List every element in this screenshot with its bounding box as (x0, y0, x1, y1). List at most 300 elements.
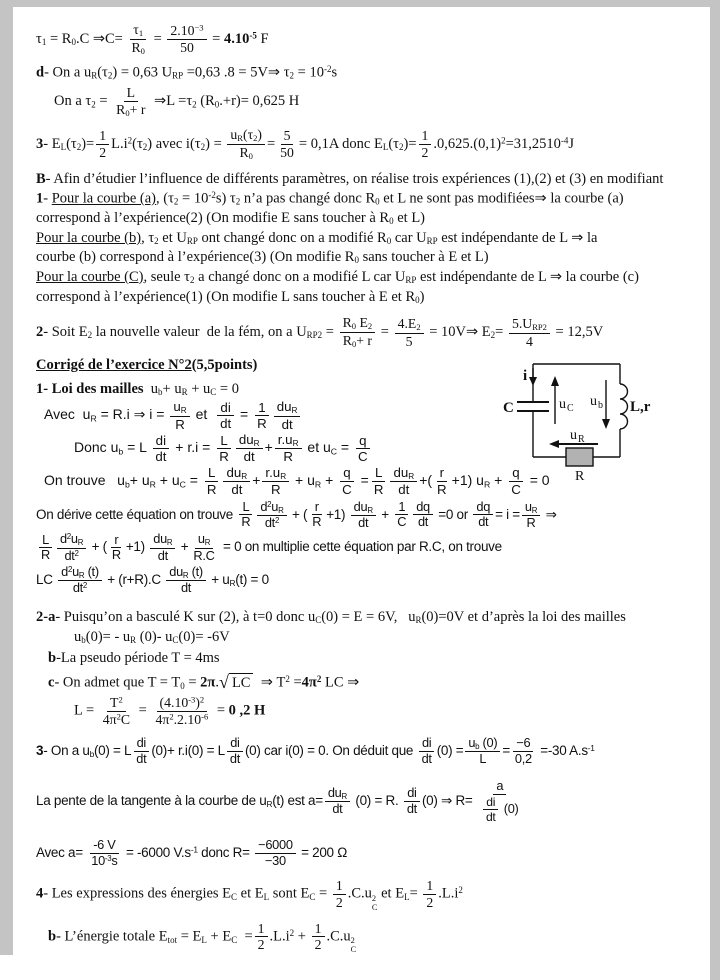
text-run: E (356, 315, 368, 331)
text-run: 5.U (511, 315, 533, 331)
fraction (166, 565, 206, 596)
text-run: R (373, 481, 384, 497)
text-run: RP (186, 236, 198, 247)
text-run: τ (186, 93, 193, 110)
inductor-label: L,r (630, 399, 651, 415)
text-run: = (377, 323, 393, 340)
text-run: + ( (288, 506, 308, 522)
fraction (509, 316, 550, 350)
fraction (57, 532, 86, 563)
text-run: 2 (99, 144, 107, 160)
text-run: 2 (200, 141, 206, 152)
fraction (275, 432, 302, 465)
text-run: correspond à l’expérience(2) (On modifie E sans toucher à R (36, 210, 390, 227)
text-run: u (72, 564, 79, 580)
text-run: dt (398, 482, 410, 498)
text-run: = (502, 743, 510, 759)
text-run: R (239, 144, 249, 160)
doc-line-9 (30, 248, 710, 268)
text-run: -5 (249, 30, 257, 41)
text-run: r (439, 465, 445, 481)
text-run: L (60, 141, 67, 152)
text-run: - On admet que T = T (54, 674, 181, 691)
text-run: L = (74, 703, 98, 720)
text-run: dt (243, 449, 255, 465)
text-run: Pour la courbe (C) (36, 268, 144, 285)
text-run: a (496, 777, 504, 793)
text-run: s (331, 64, 338, 81)
text-run: R (149, 479, 156, 489)
text-run: dt (264, 514, 275, 530)
text-run: -6 (201, 712, 209, 722)
doc-line-18 (30, 500, 710, 531)
text-run: 1 (258, 399, 266, 415)
fraction (522, 500, 540, 531)
text-run: = 10 (178, 190, 209, 207)
text-run: dt (417, 514, 429, 530)
text-run: LC ⇒ (321, 674, 360, 691)
current-label: i (523, 368, 528, 384)
text-run: b (89, 749, 94, 760)
text-run: dq (476, 498, 491, 514)
text-run: 5 (405, 333, 413, 349)
text-run: - Puisqu’on a basculé K sur (2), à t=0 donc u (55, 609, 316, 626)
text-run: + u (129, 471, 150, 488)
text-run: dt (231, 482, 243, 498)
text-run: + (294, 928, 310, 945)
doc-line-30 (30, 921, 710, 955)
text-run: L (263, 892, 270, 903)
text-run: n’a pas changé donc R (240, 190, 376, 207)
text-run: 0 (389, 216, 394, 227)
scan-edge-right (710, 0, 720, 980)
doc-line-27 (30, 779, 710, 824)
fraction (170, 399, 189, 432)
ur-label-sub: R (578, 434, 585, 445)
fraction (255, 838, 296, 869)
text-run: 2 (335, 895, 343, 911)
text-run: R (175, 416, 185, 432)
text-run: (5,5points) (191, 356, 258, 373)
fraction (413, 500, 433, 531)
text-run: dt (478, 514, 489, 530)
text-run: Pour la courbe (b) (36, 229, 142, 246)
text-run: R (182, 571, 189, 581)
text-run: Corrigé de l’exercice N°2 (36, 356, 192, 373)
text-run: .C.u (347, 885, 372, 902)
text-run: C (210, 386, 217, 397)
text-run: 1 (421, 127, 429, 143)
text-run: u (70, 531, 78, 547)
text-run: 1 (138, 28, 144, 39)
fraction (254, 400, 270, 432)
doc-line-6 (30, 189, 710, 209)
text-run: (0)= -6V (178, 628, 230, 645)
text-run: (0)+ r.i(0) = L (151, 743, 225, 759)
fraction (423, 878, 436, 911)
doc-line-10 (30, 268, 710, 288)
text-run: R (91, 70, 98, 81)
text-run: +1) u (451, 471, 484, 488)
text-run: = (184, 674, 201, 691)
text-run: R (270, 482, 281, 498)
text-run: 4.10 (223, 30, 250, 47)
fraction (217, 400, 234, 432)
capacitor-label: C (503, 400, 514, 416)
text-run: s) τ (215, 190, 236, 207)
text-run: di (220, 399, 231, 415)
fraction (88, 838, 120, 869)
text-run: c (48, 674, 55, 691)
text-run: R (77, 538, 84, 548)
text-run: =0 or (434, 506, 472, 522)
text-run: .C.u (326, 928, 351, 945)
text-run: ⇒ (542, 506, 557, 522)
fraction (227, 127, 265, 162)
text-run: −6000 (258, 836, 293, 852)
text-run: (t) = 0 (235, 572, 269, 588)
fraction (204, 465, 220, 497)
text-run: = 0 on multiplie cette équation par R.C, on trouve (219, 539, 502, 555)
text-run: R (531, 505, 538, 515)
text-run: 0 (375, 196, 380, 207)
fraction (100, 695, 133, 728)
text-run: 4 (525, 333, 533, 349)
text-run: dt (157, 547, 168, 563)
text-run: + (264, 439, 273, 456)
text-run: 2 (76, 141, 82, 152)
text-run: C (231, 934, 238, 945)
text-run: R (229, 578, 236, 589)
text-run: dt (155, 448, 167, 464)
doc-line-2 (30, 63, 710, 83)
doc-line-12 (30, 315, 710, 350)
text-run: b (124, 479, 130, 489)
text-run: + u (162, 380, 182, 397)
text-run: dt (485, 809, 496, 824)
text-run: = (315, 885, 331, 902)
text-run: courbe (b) correspond à l’expérience(3) (On modifie R (36, 249, 355, 266)
text-run: d (59, 531, 67, 547)
fraction (312, 921, 325, 954)
fraction (325, 786, 350, 817)
text-run: R (206, 481, 217, 497)
fraction (58, 565, 102, 596)
text-run: (0) = (436, 743, 464, 759)
fraction (478, 779, 522, 824)
fraction (465, 736, 500, 767)
text-run: car U (391, 229, 427, 246)
text-run: = L (123, 439, 151, 456)
text-run: R (78, 571, 85, 581)
fraction (167, 23, 206, 56)
text-run: d (260, 498, 268, 514)
text-run: R (116, 101, 126, 117)
text-run: s (111, 852, 118, 868)
text-run: 50 (180, 39, 194, 55)
text-run: di (486, 794, 496, 809)
text-run: -3 (104, 853, 112, 863)
text-run: = 12,5V (551, 323, 604, 340)
text-run: a changé donc on a modifié L car U (194, 268, 406, 285)
text-run: = 200 Ω (297, 844, 348, 860)
text-run: 2 (416, 321, 421, 332)
text-run: 1 (257, 920, 265, 936)
text-run: = (149, 30, 166, 47)
text-run: - E (43, 135, 61, 152)
fraction (152, 433, 169, 465)
text-run: 0 (125, 107, 130, 118)
text-run: 2 (154, 236, 159, 247)
text-run: 2 (285, 673, 290, 684)
text-run: 2π (200, 674, 216, 691)
text-run: R (291, 406, 298, 416)
text-run: = (356, 471, 369, 488)
text-run: R (253, 438, 260, 448)
text-run: + u (187, 380, 211, 397)
text-run: 0 (214, 99, 220, 110)
text-run: 2 (501, 135, 506, 146)
text-run: (0)=0V et d’après la loi des mailles (421, 609, 626, 626)
text-run: = (495, 323, 507, 340)
text-run: du (353, 498, 368, 514)
text-run: + (321, 471, 338, 488)
text-run: R (180, 406, 187, 416)
text-run: B (36, 170, 46, 187)
fraction (483, 795, 499, 824)
text-run: + (490, 471, 507, 488)
text-run: 1 (36, 190, 44, 207)
text-run: 2 (82, 581, 88, 591)
fraction (150, 532, 175, 563)
text-run: 2 (192, 99, 197, 110)
text-run: 2 (74, 548, 79, 558)
fraction (351, 500, 376, 531)
text-run: b (81, 634, 86, 645)
circuit-diagram (498, 358, 703, 483)
text-run: 0 (180, 680, 185, 691)
fraction (434, 465, 450, 497)
text-run: est indépendante de L ⇒ la courbe (c) (416, 268, 639, 285)
text-run: -2 (208, 190, 216, 201)
fraction (395, 316, 424, 350)
text-run: R (526, 514, 536, 530)
text-run: L (242, 498, 250, 514)
text-run: 3 (36, 743, 44, 759)
text-run: -2 (323, 63, 332, 74)
text-run: 1 (99, 127, 107, 143)
text-run: (0) (479, 735, 498, 751)
text-run: u (173, 399, 181, 415)
text-run: 2 (199, 695, 205, 706)
text-run: C (120, 712, 131, 728)
text-run: (0) = L (93, 743, 132, 759)
text-run: 1 (41, 37, 47, 48)
text-run: +( (419, 471, 433, 488)
text-run: di (407, 785, 417, 801)
text-run: u (197, 531, 205, 547)
text-run: 2 (91, 99, 96, 110)
text-run: et U (158, 229, 187, 246)
text-run: di (230, 735, 240, 751)
text-run: +1) (326, 506, 349, 522)
text-run: - Afin d’étudier l’influence de différents paramètres, on réalise trois expériences (1),(2) et (3) en modifiant (45, 170, 664, 187)
text-run: = (236, 406, 253, 423)
text-run: dt (358, 514, 369, 530)
text-run: - L’énergie totale E (56, 928, 168, 945)
text-run: , seule τ (143, 268, 191, 285)
text-run: du (327, 784, 342, 800)
text-run: dt (64, 547, 75, 563)
text-run: L (201, 934, 207, 945)
text-run: 1 (398, 498, 406, 514)
text-run: (τ (388, 135, 399, 152)
text-run: - On a u (44, 64, 92, 81)
text-run: R (204, 538, 211, 548)
fraction (128, 22, 147, 57)
text-run: 1- Loi des mailles (36, 380, 144, 397)
text-run: 2 (169, 712, 174, 722)
text-run: du (393, 464, 409, 480)
square-root: √ LC (219, 673, 253, 694)
text-run: 0 (71, 37, 76, 48)
text-run: 50 (280, 144, 294, 160)
text-run: . (215, 674, 219, 691)
text-run: = (337, 439, 353, 456)
text-run: (0) car i(0) = 0. On déduit que (244, 743, 417, 759)
text-run: = 10 (294, 64, 324, 81)
fraction (473, 500, 493, 531)
text-run: du (169, 564, 183, 580)
text-run: 0 (354, 255, 359, 266)
text-run: = (185, 471, 202, 488)
text-run: , (τ (156, 190, 174, 207)
text-run: F (256, 30, 269, 47)
text-run: C (397, 514, 407, 530)
text-run: 2 (421, 144, 429, 160)
text-run: R (181, 386, 188, 397)
text-run: + r (356, 333, 372, 349)
text-run: dt (406, 800, 417, 816)
text-run: L (220, 432, 228, 448)
text-run: RP (426, 236, 438, 247)
text-run: (t) est a= (272, 792, 323, 808)
text-run: 2 (289, 70, 295, 81)
text-run: (τ (242, 126, 254, 142)
text-run: 1 (314, 920, 322, 936)
doc-line-8 (30, 229, 710, 249)
text-run: 2 (173, 196, 179, 207)
text-run: + r.i = (171, 439, 215, 456)
text-run: dt (332, 801, 343, 817)
text-run: di (421, 735, 432, 751)
text-run: ) (419, 288, 425, 305)
text-run: + (177, 539, 189, 555)
text-run: 2 (367, 321, 373, 332)
text-run: u (524, 498, 532, 514)
doc-line-3 (30, 85, 710, 119)
scan-edge-left (0, 0, 13, 955)
text-run: 2 (274, 515, 280, 525)
fraction (512, 736, 535, 767)
text-run: + E (206, 928, 232, 945)
text-run: q (512, 465, 520, 481)
fraction (38, 533, 53, 564)
text-run: ⇒ T (253, 674, 286, 691)
text-run: R (131, 39, 141, 55)
text-run: u (271, 498, 279, 514)
text-run: 2 (87, 330, 93, 341)
text-run: On trouve u (44, 471, 125, 488)
ur-label: u (570, 428, 577, 443)
uc-arrow-head (551, 376, 559, 386)
text-run: 2 (289, 927, 295, 938)
text-run: 2 (398, 141, 404, 152)
fraction (113, 85, 148, 119)
fraction (419, 128, 432, 161)
text-run: 0 (248, 150, 253, 161)
fraction (96, 128, 109, 161)
text-run: -4 (560, 135, 569, 146)
text-run: L (479, 751, 487, 767)
text-run: = i = (495, 506, 520, 522)
current-arrow-head (529, 377, 537, 386)
doc-line-7 (30, 209, 710, 229)
text-run: = (289, 674, 302, 691)
text-run: 0 (140, 46, 145, 57)
text-run: - (43, 190, 52, 207)
text-run: (t) (188, 564, 203, 580)
doc-line-11 (30, 288, 710, 308)
text-run: + ( (88, 539, 107, 555)
text-run: =-30 A.s (536, 743, 588, 759)
text-run: -1 (587, 742, 595, 753)
fraction (223, 465, 250, 498)
text-run: R (90, 413, 97, 424)
text-run: = (409, 885, 422, 902)
text-run: 2 (490, 330, 496, 341)
doc-line-22 (30, 628, 710, 648)
text-run: =0,63 .8 = 5V⇒ τ (183, 64, 290, 81)
text-run: dq (416, 498, 430, 514)
text-run: + u (155, 471, 180, 488)
text-run: R (437, 481, 447, 497)
text-run: R (266, 799, 273, 810)
text-run: d (36, 64, 45, 81)
text-run: 2 (235, 196, 241, 207)
fraction (152, 695, 211, 728)
text-run: = (237, 928, 253, 945)
text-run: r (314, 498, 319, 514)
fraction (339, 465, 355, 497)
text-run: = R (46, 30, 72, 47)
text-run: R (166, 538, 173, 548)
text-run: + u (207, 572, 230, 588)
text-run: et L ne sont pas modifiées⇒ la courbe (a) (379, 190, 624, 207)
text-run: 4π (155, 712, 170, 728)
text-run: L.i (111, 135, 128, 152)
text-run: = 0 (525, 471, 550, 488)
text-run: 5 (283, 127, 291, 143)
text-run: .L.i (269, 928, 290, 945)
text-run: tot (167, 934, 178, 945)
text-run: 2 (107, 70, 113, 81)
text-run: R (312, 514, 322, 530)
text-run: = E (177, 928, 202, 945)
text-run: - Les expressions des énergies E (43, 885, 232, 902)
text-run: = 10V⇒ E (425, 323, 491, 340)
text-run: −3 (194, 22, 204, 33)
